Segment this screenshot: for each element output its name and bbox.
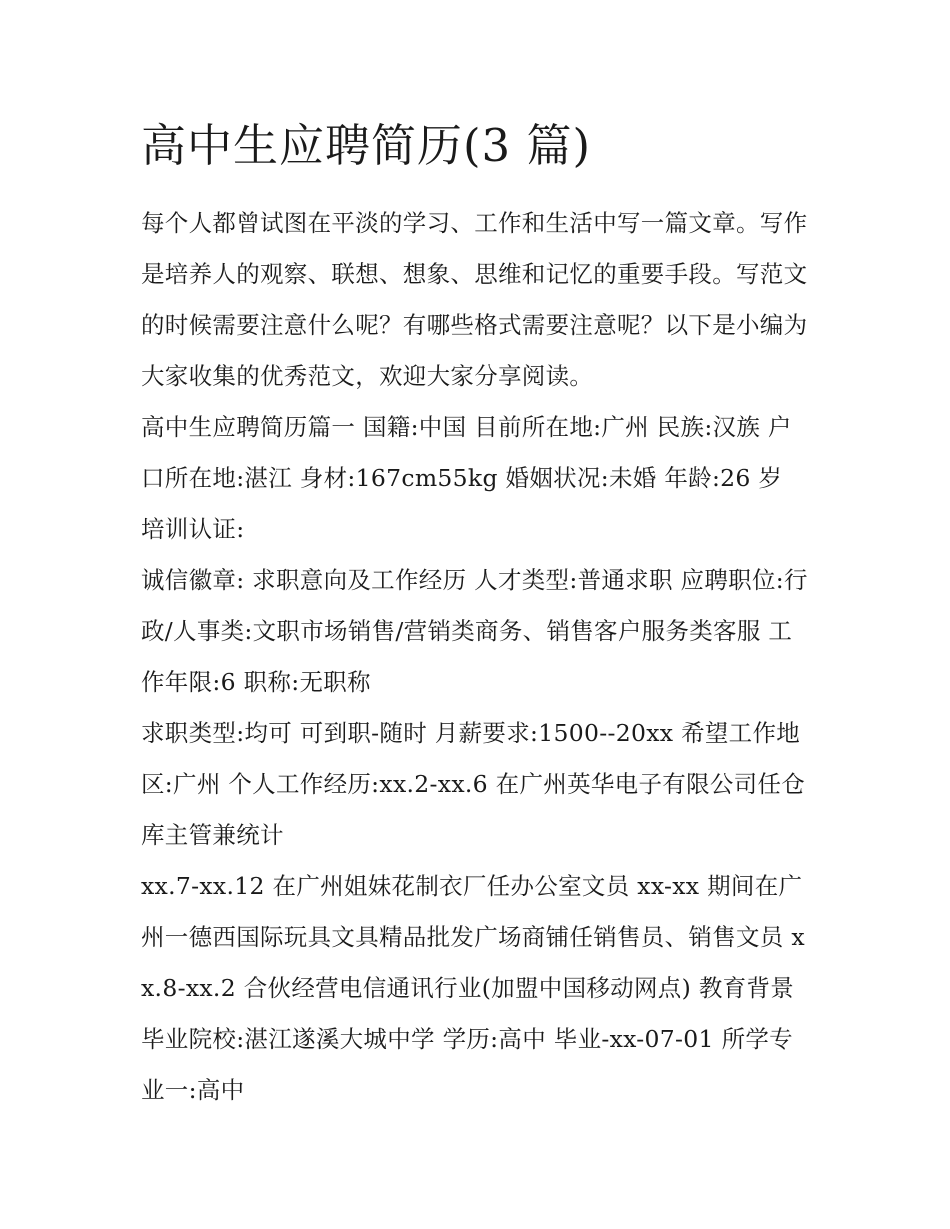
- job-intention-paragraph: 诚信徽章: 求职意向及工作经历 人才类型:普通求职 应聘职位:行政/人事类:文职市场销售/营销类商务、销售客户服务类客服 工作年限:6 职称:无职称: [141, 566, 808, 696]
- document-title: 高中生应聘简历(3 篇): [141, 119, 592, 172]
- work-history-paragraph: xx.7-xx.12 在广州姐妹花制衣厂任办公室文员 xx-xx 期间在广州一德西国际玩具文具精品批发广场商铺任销售员、销售文员 xx.8-xx.2 合伙经营电信通讯行业(加盟中国移动网点) 教育背景 毕业院校:湛江遂溪大城中学 学历:高中 毕业-xx-07-01 所学专业一:高中: [141, 872, 805, 1104]
- intro-paragraph: 每个人都曾试图在平淡的学习、工作和生活中写一篇文章。写作是培养人的观察、联想、想象、思维和记忆的重要手段。写范文的时候需要注意什么呢？有哪些格式需要注意呢？以下是小编为大家收集的优秀范文，欢迎大家分享阅读。: [141, 209, 808, 390]
- document-body: [141, 198, 813, 1116]
- personal-info-paragraph: 高中生应聘简历篇一 国籍:中国 目前所在地:广州 民族:汉族 户口所在地:湛江 身材:167cm55kg 婚姻状况:未婚 年龄:26 岁 培训认证:: [141, 413, 792, 543]
- job-type-paragraph: 求职类型:均可 可到职-随时 月薪要求:1500--20xx 希望工作地区:广州 个人工作经历:xx.2-xx.6 在广州英华电子有限公司任仓库主管兼统计: [141, 719, 806, 849]
